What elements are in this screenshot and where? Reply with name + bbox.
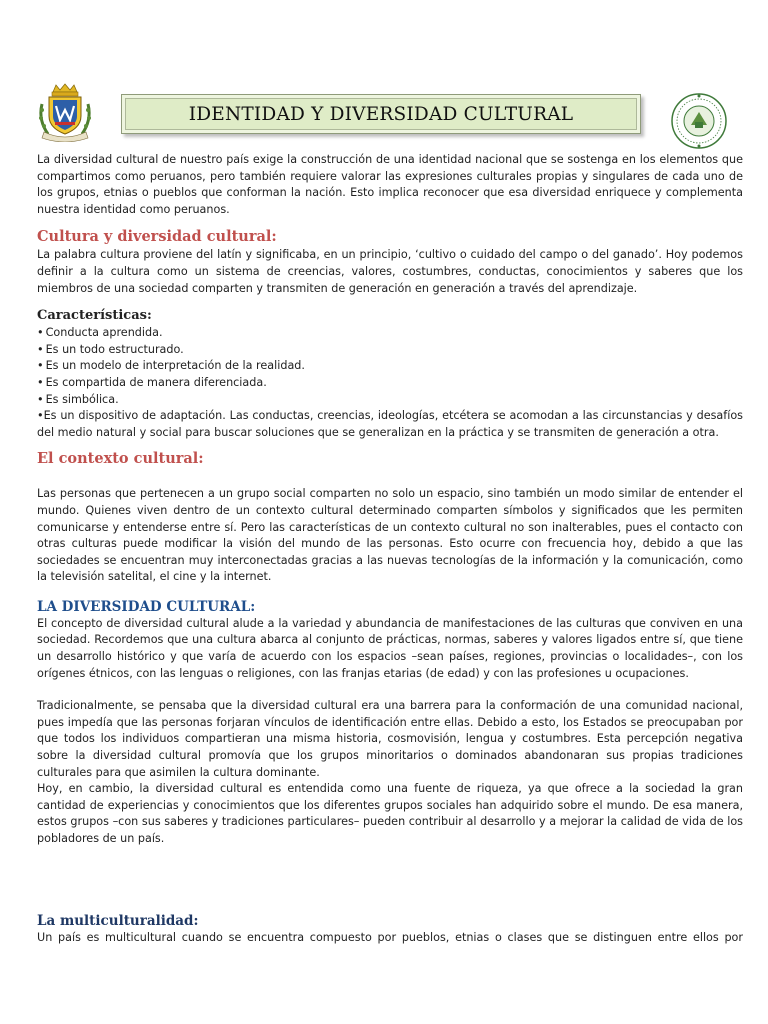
page-title: IDENTIDAD Y DIVERSIDAD CULTURAL [188,103,574,125]
characteristics-list [37,325,743,441]
list-item: • Es simbólica. [37,392,743,409]
intro-paragraph: La diversidad cultural de nuestro país exige la construcción de una identidad nacional que se sostenga en los elementos que compartimos como peruanos, pero también requiere valorar las expresiones culturales propias y singulares de cada uno de los grupos, etnias o pueblos que conforman la nación. Esto implica reconocer que esa diversidad enriquece y complementa nuestra identidad como peruanos. [37,153,743,216]
round-seal-icon [670,92,728,150]
list-item: • Conducta aprendida. [37,325,743,342]
section-heading-contexto: El contexto cultural: [37,450,204,468]
list-item: • Es un modelo de interpretación de la realidad. [37,358,743,375]
multiculturalidad-paragraph: Un país es multicultural cuando se encuentra compuesto por pueblos, etnias o clases que se distinguen entre ellos por [37,930,743,944]
characteristics-heading: Características: [37,308,152,324]
cultura-paragraph: La palabra cultura proviene del latín y significaba, en un principio, ‘cultivo o cuidado del campo o del ganado’. Hoy podemos definir a la cultura como un sistema de creencias, valores, costumbres, conductas, conocimientos y saberes que los miembros de una sociedad comparten y transmiten de generación en generación a través del aprendizaje. [37,248,743,295]
document-body [37,152,743,946]
section-heading-cultura: Cultura y diversidad cultural: [37,228,277,246]
diversidad-paragraph-3: Hoy, en cambio, la diversidad cultural es entendida como una fuente de riqueza, ya que ofrece a la sociedad la gran cantidad de experiencias y conocimientos que los diferentes grupos sociales han adquirido sobre el mundo. De esa manera, estos grupos –con sus saberes y tradiciones particulares– pueden contribuir al desarrollo y a mejorar la calidad de vida de los pobladores de un país. [37,782,743,845]
diversidad-paragraph-1: El concepto de diversidad cultural alude a la variedad y abundancia de manifestaciones de las culturas que conviven en una sociedad. Recordemos que una cultura abarca al conjunto de prácticas, normas, saberes y valores ligados entre sí, que tiene un desarrollo histórico y que varía de acuerdo con los espacios –sean países, regiones, provincias o localidades–, con los orígenes étnicos, con las lenguas o religiones, con las franjas etarias (de edad) y con las profesiones u ocupaciones. [37,616,743,680]
contexto-paragraph: Las personas que pertenecen a un grupo social comparten no solo un espacio, sino también un modo similar de entender el mundo. Quienes viven dentro de un contexto cultural determinado comparten símbolos y significados que les permiten comunicarse y entenderse entre sí. Pero las características de un contexto cultural no son inalterables, pues el contacto con otras culturas puede modificar la visión del mundo de las personas. Esto ocurre con frecuencia hoy, debido a que las sociedades se encuentran muy interconectadas gracias a las nuevas tecnologías de la información y la comunicación, como la televisión satelital, el cine y la internet. [37,487,743,584]
section-heading-diversidad: LA DIVERSIDAD CULTURAL: [37,598,256,615]
section-heading-multiculturalidad: La multiculturalidad: [37,912,199,929]
list-item: • Es un todo estructurado. [37,342,743,359]
list-item: • Es compartida de manera diferenciada. [37,375,743,392]
list-item: • Es un dispositivo de adaptación. Las conductas, creencias, ideologías, etcétera se acomodan a las circunstancias y desafíos del medio natural y social para buscar soluciones que se generalizan en la práctica y se transmiten de generación a otra. [37,408,743,441]
title-banner [121,94,641,134]
diversidad-paragraph-2: Tradicionalmente, se pensaba que la diversidad cultural era una barrera para la conformación de una comunidad nacional, pues impedía que las personas forjaran vínculos de identificación entre ellas. Debido a esto, los Estados se preocupaban por que todos los individuos compartieran una misma historia, cosmovisión, lengua y costumbres. Esta percepción negativa sobre la diversidad cultural promovía que los grupos minoritarios o dominados abandonaran sus propias tradiciones culturales para que asimilen la cultura dominante. [37,699,743,779]
school-crest-icon [36,82,94,142]
